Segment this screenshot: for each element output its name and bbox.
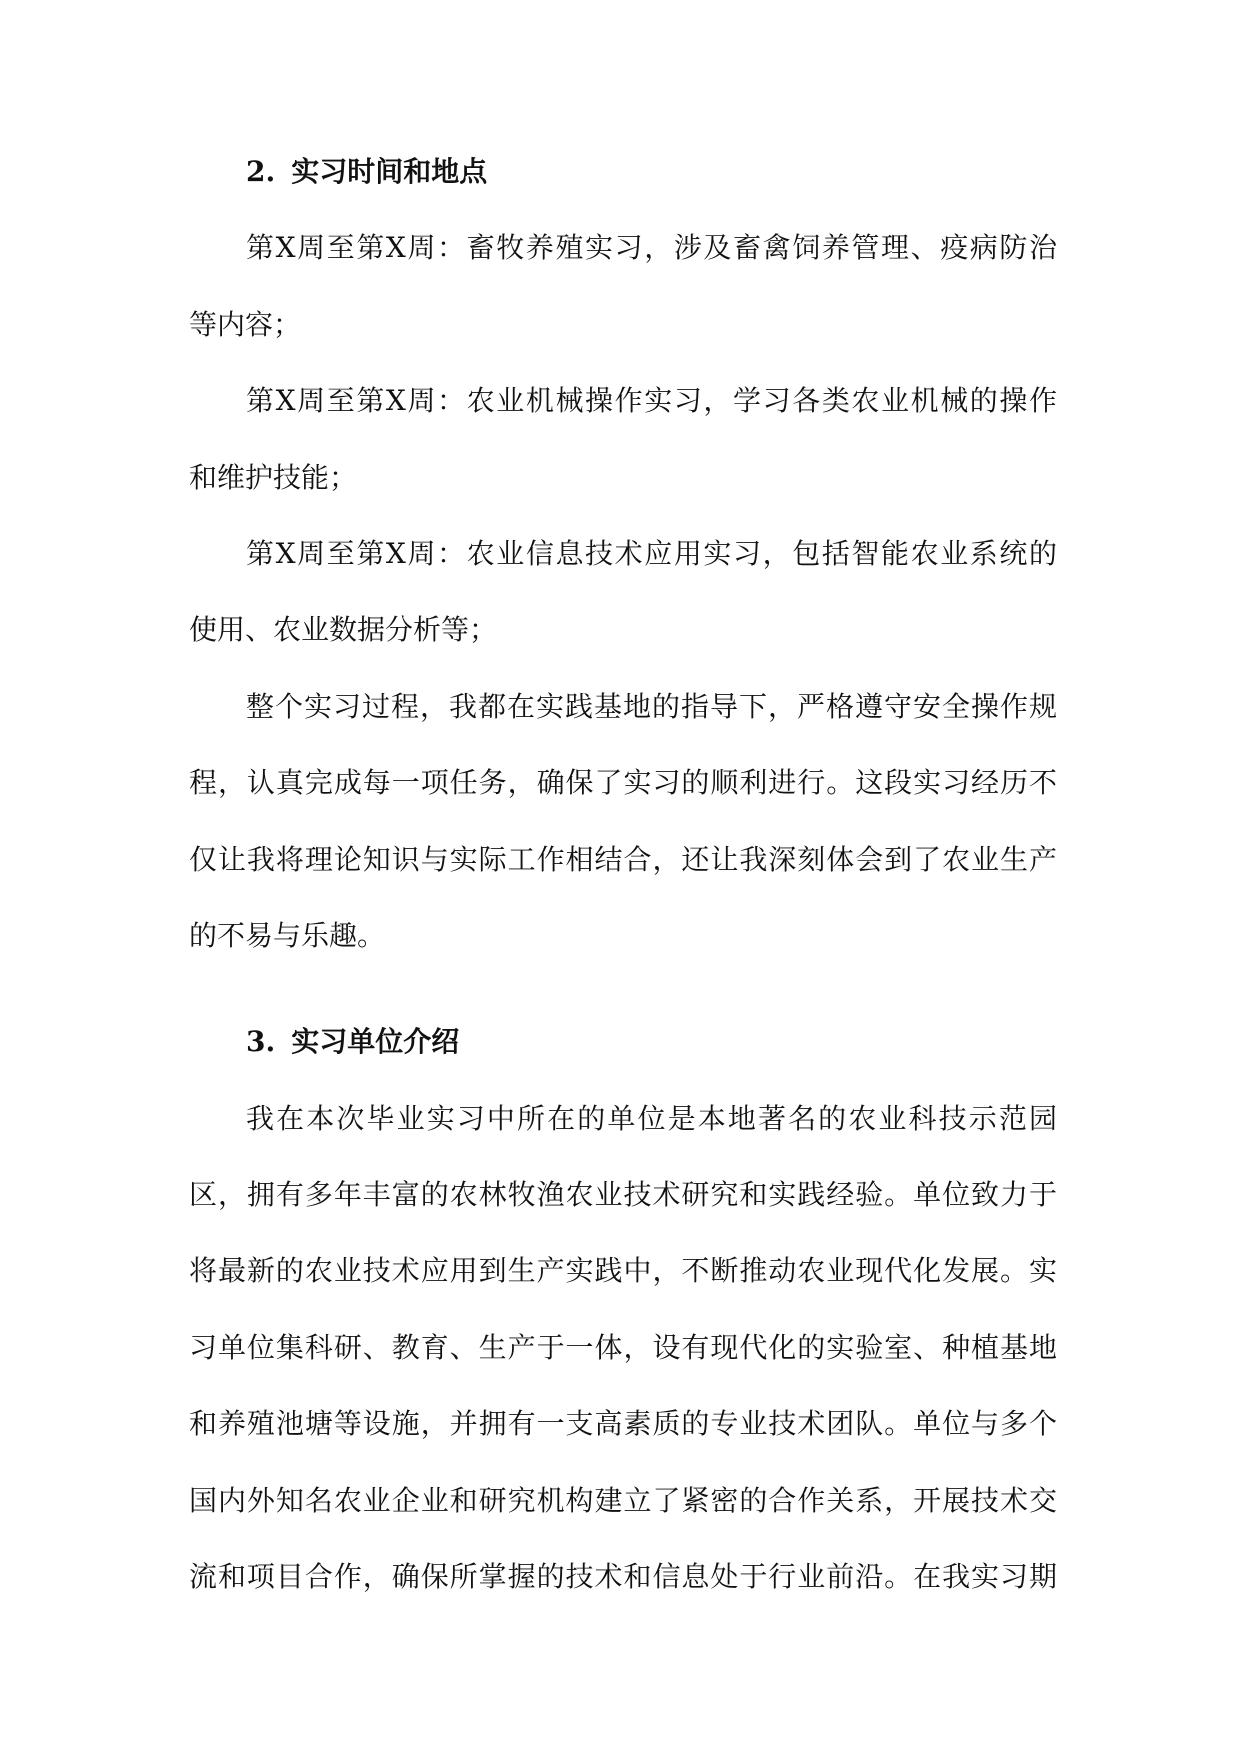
paragraph (189, 363, 1057, 516)
paragraph-line: 习单位集科研、教育、生产于一体，设有现代化的实验室、种植基地 (189, 1330, 1057, 1364)
paragraph-line: 流和项目合作，确保所掌握的技术和信息处于行业前沿。在我实习期 (189, 1560, 1057, 1594)
paragraph-line: 第X周至第X周：农业机械操作实习，学习各类农业机械的操作 (246, 384, 1057, 418)
section-title: 实习时间和地点 (291, 155, 488, 188)
document-page (189, 134, 1057, 1615)
paragraph-line: 仅让我将理论知识与实际工作相结合，还让我深刻体会到了农业生产 (189, 842, 1057, 876)
paragraph-line: 将最新的农业技术应用到生产实践中，不断推动农业现代化发展。实 (189, 1254, 1057, 1288)
paragraph (189, 1081, 1057, 1616)
section-heading (189, 134, 1057, 210)
paragraph-line: 使用、农业数据分析等； (189, 613, 498, 647)
section-internship-unit-intro (189, 1004, 1057, 1615)
paragraph-line: 程，认真完成每一项任务，确保了实习的顺利进行。这段实习经历不 (189, 766, 1057, 800)
paragraph-line: 和养殖池塘等设施，并拥有一支高素质的专业技术团队。单位与多个 (189, 1407, 1057, 1441)
paragraph-line: 的不易与乐趣。 (189, 918, 386, 952)
paragraph-line: 整个实习过程，我都在实践基地的指导下，严格遵守安全操作规 (246, 689, 1057, 723)
paragraph (189, 516, 1057, 669)
paragraph-line: 和维护技能； (189, 460, 358, 494)
section-internship-time-location (189, 134, 1057, 974)
paragraph-line: 我在本次毕业实习中所在的单位是本地著名的农业科技示范园 (246, 1101, 1057, 1135)
section-heading (189, 1004, 1057, 1080)
section-title: 实习单位介绍 (291, 1025, 460, 1059)
paragraph (189, 669, 1057, 975)
paragraph-line: 第X周至第X周：畜牧养殖实习，涉及畜禽饲养管理、疫病防治 (246, 231, 1057, 265)
paragraph (189, 210, 1057, 363)
section-number: 2. (246, 155, 276, 188)
paragraph-line: 区，拥有多年丰富的农林牧渔农业技术研究和实践经验。单位致力于 (189, 1178, 1057, 1212)
section-number: 3. (246, 1025, 276, 1059)
paragraph-line: 第X周至第X周：农业信息技术应用实习，包括智能农业系统的 (246, 536, 1057, 570)
paragraph-line: 等内容； (189, 307, 302, 341)
paragraph-line: 国内外知名农业企业和研究机构建立了紧密的合作关系，开展技术交 (189, 1483, 1057, 1517)
